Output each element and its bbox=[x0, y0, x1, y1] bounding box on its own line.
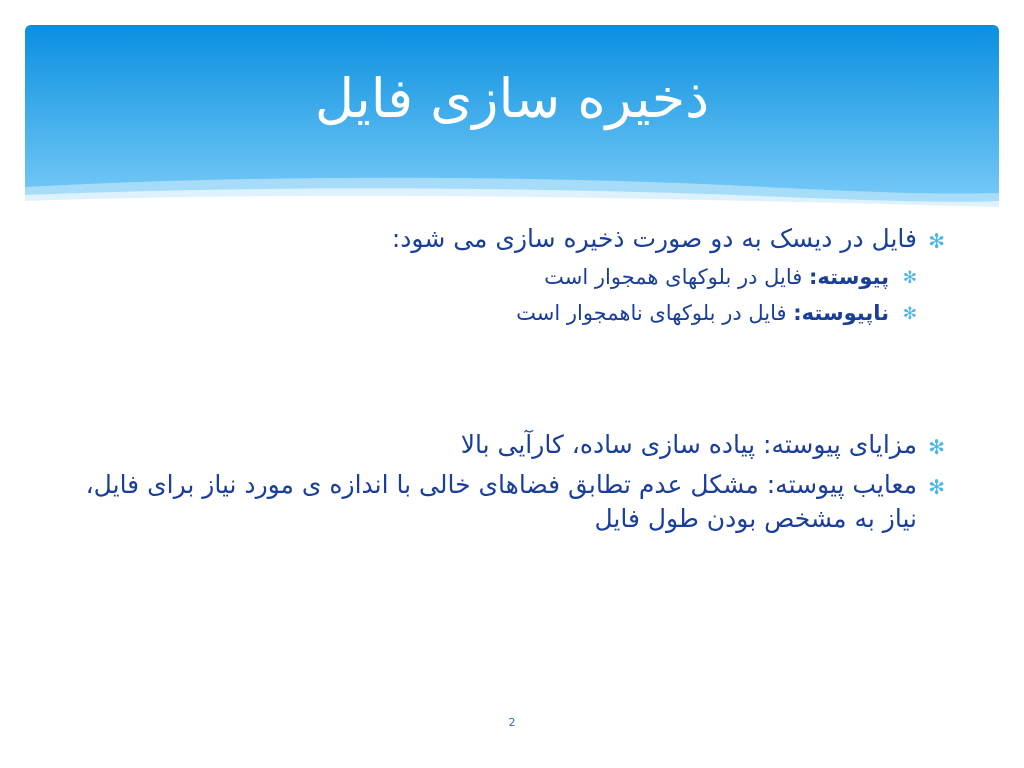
asterisk-bullet-icon: ✻ bbox=[928, 435, 945, 459]
bullet-term: ناپیوسته: bbox=[793, 301, 889, 325]
bullet-disadvantages bbox=[70, 468, 945, 536]
bullet-text: فایل در بلوکهای همجوار است bbox=[544, 265, 810, 289]
bullet-text: فایل در دیسک به دو صورت ذخیره سازی می شود: bbox=[391, 224, 917, 253]
bullet-storage-types bbox=[70, 222, 945, 256]
spacer bbox=[70, 334, 945, 428]
asterisk-bullet-icon: ✻ bbox=[928, 475, 945, 499]
asterisk-bullet-icon: ✻ bbox=[902, 304, 917, 324]
slide-title: ذخیره سازی فایل bbox=[314, 67, 710, 130]
sub-bullet-contiguous bbox=[70, 262, 917, 292]
bullet-text: معایب پیوسته: مشکل عدم تطابق فضاهای خالی با اندازه ی مورد نیاز برای فایل، نیاز به مشخص بودن طول فایل bbox=[85, 470, 917, 533]
page-number: 2 bbox=[508, 716, 516, 729]
bullet-text: مزایای پیوسته: پیاده سازی ساده، کارآیی بالا bbox=[460, 430, 917, 459]
bullet-advantages bbox=[70, 428, 945, 462]
sub-bullet-noncontiguous bbox=[70, 298, 917, 328]
asterisk-bullet-icon: ✻ bbox=[902, 268, 917, 288]
slide-content bbox=[70, 222, 945, 542]
bullet-term: پیوسته: bbox=[809, 265, 889, 289]
bullet-text: فایل در بلوکهای ناهمجوار است bbox=[516, 301, 794, 325]
asterisk-bullet-icon: ✻ bbox=[928, 229, 945, 253]
